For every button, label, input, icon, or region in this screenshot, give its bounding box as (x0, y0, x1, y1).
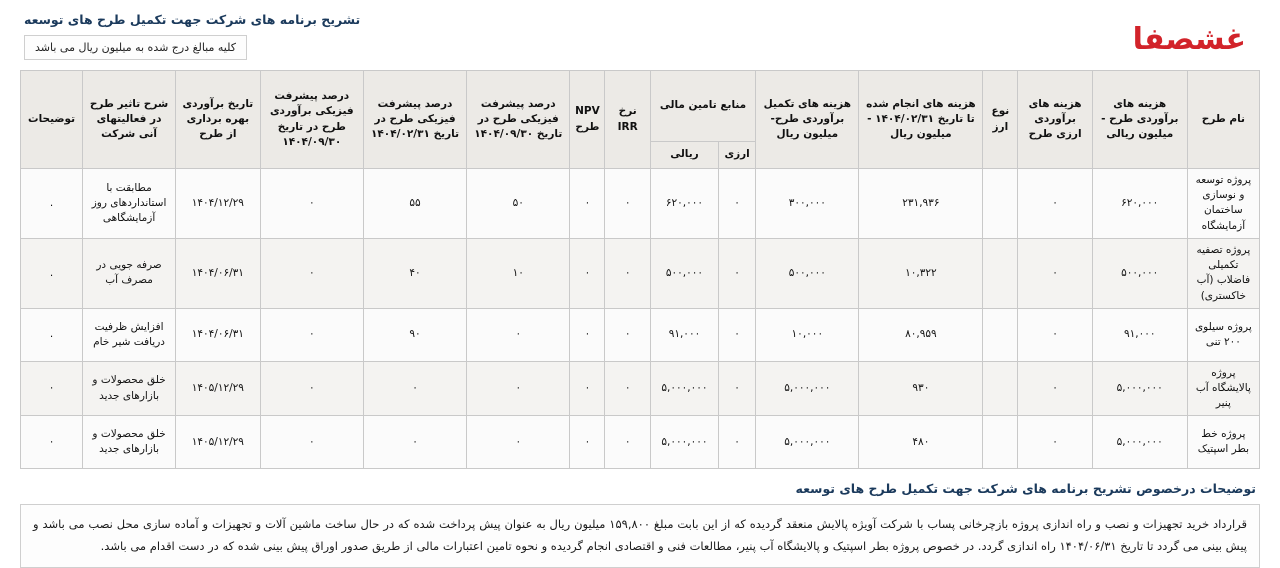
cell-fx-type (983, 416, 1018, 469)
col-fx-type: نوع ارز (983, 71, 1018, 169)
cell-cost-fx: ۰ (1018, 361, 1092, 416)
cell-name: پروژه توسعه و نوسازی ساختمان آزمایشگاه (1187, 169, 1259, 239)
cell-cost-fx: ۰ (1018, 416, 1092, 469)
col-financing: منابع تامین مالی (650, 71, 755, 142)
cell-cost-fx: ۰ (1018, 169, 1092, 239)
cell-irr: ۰ (605, 169, 650, 239)
company-logo-text: غشصفا (1132, 22, 1246, 57)
cell-cost-rial: ۶۲۰,۰۰۰ (1092, 169, 1187, 239)
cell-name: پروژه سیلوی ۲۰۰ تنی (1187, 308, 1259, 361)
cell-fin-fx: ۰ (719, 238, 756, 308)
cell-fin-fx: ۰ (719, 416, 756, 469)
cell-notes: ۰ (21, 416, 83, 469)
explanations-title: توضیحات درخصوص تشریح برنامه های شرکت جهت تکمیل طرح های توسعه (795, 481, 1256, 497)
col-cost-fx: هزینه های برآوردی ارزی طرح (1018, 71, 1092, 169)
cell-cost-rial: ۵,۰۰۰,۰۰۰ (1092, 416, 1187, 469)
cell-cost-rial: ۹۱,۰۰۰ (1092, 308, 1187, 361)
cell-progress-est: ۰ (260, 361, 363, 416)
cell-progress-1404-09-30: ۰ (467, 416, 570, 469)
cell-notes: . (21, 308, 83, 361)
cell-progress-1404-02-31: ۵۵ (363, 169, 466, 239)
cell-operation-date: ۱۴۰۵/۱۲/۲۹ (176, 361, 261, 416)
cell-impact: خلق محصولات و بازارهای جدید (83, 416, 176, 469)
cell-cost-rial: ۵,۰۰۰,۰۰۰ (1092, 361, 1187, 416)
table-row (21, 361, 1260, 416)
cell-cost-to-complete: ۵۰۰,۰۰۰ (756, 238, 859, 308)
cell-operation-date: ۱۴۰۴/۱۲/۲۹ (176, 169, 261, 239)
cell-operation-date: ۱۴۰۴/۰۶/۳۱ (176, 308, 261, 361)
development-plans-table (20, 70, 1260, 469)
cell-npv: ۰ (570, 308, 605, 361)
cell-progress-1404-09-30: ۱۰ (467, 238, 570, 308)
col-progress-1404-09-30: درصد پیشرفت فیزیکی طرح در تاریخ ۱۴۰۴/۰۹/۳۰ (467, 71, 570, 169)
cell-fin-rial: ۵,۰۰۰,۰۰۰ (650, 416, 718, 469)
col-irr: نرخ IRR (605, 71, 650, 169)
cell-spent-to-date: ۹۳۰ (859, 361, 983, 416)
cell-progress-est: ۰ (260, 416, 363, 469)
units-note-row (20, 27, 1260, 60)
cell-npv: ۰ (570, 361, 605, 416)
cell-name: پروژه پالایشگاه آب پنیر (1187, 361, 1259, 416)
cell-cost-to-complete: ۵,۰۰۰,۰۰۰ (756, 361, 859, 416)
cell-notes: . (21, 169, 83, 239)
cell-spent-to-date: ۱۰,۳۲۲ (859, 238, 983, 308)
cell-operation-date: ۱۴۰۴/۰۶/۳۱ (176, 238, 261, 308)
cell-impact: افزایش ظرفیت دریافت شیر خام (83, 308, 176, 361)
cell-progress-1404-02-31: ۰ (363, 416, 466, 469)
col-operation-date: تاریخ برآوردی بهره برداری از طرح (176, 71, 261, 169)
cell-progress-est: ۰ (260, 308, 363, 361)
cell-fx-type (983, 308, 1018, 361)
col-financing-rial: ریالی (650, 142, 718, 169)
cell-fin-rial: ۶۲۰,۰۰۰ (650, 169, 718, 239)
cell-fin-fx: ۰ (719, 308, 756, 361)
col-notes: توضیحات (21, 71, 83, 169)
cell-spent-to-date: ۲۳۱,۹۳۶ (859, 169, 983, 239)
cell-fin-rial: ۹۱,۰۰۰ (650, 308, 718, 361)
col-spent-to-date: هزینه های انجام شده تا تاریخ ۱۴۰۴/۰۲/۳۱ - میلیون ریال (859, 71, 983, 169)
col-progress-1404-02-31: درصد پیشرفت فیزیکی طرح در تاریخ ۱۴۰۴/۰۲/۳۱ (363, 71, 466, 169)
cell-name: پروژه خط بطر اسپتیک (1187, 416, 1259, 469)
col-name: نام طرح (1187, 71, 1259, 169)
cell-impact: خلق محصولات و بازارهای جدید (83, 361, 176, 416)
cell-npv: ۰ (570, 238, 605, 308)
cell-fin-rial: ۵۰۰,۰۰۰ (650, 238, 718, 308)
col-progress-est-1404-09-30: درصد پیشرفت فیزیکی برآوردی طرح در تاریخ ۱۴۰۴/۰۹/۳۰ (260, 71, 363, 169)
cell-progress-est: ۰ (260, 238, 363, 308)
col-cost-rial: هزینه های برآوردی طرح - میلیون ریالی (1092, 71, 1187, 169)
cell-fx-type (983, 361, 1018, 416)
table-row (21, 238, 1260, 308)
cell-notes: . (21, 238, 83, 308)
cell-irr: ۰ (605, 308, 650, 361)
cell-irr: ۰ (605, 238, 650, 308)
table-row (21, 169, 1260, 239)
explanations-body: قرارداد خرید تجهیزات و نصب و راه اندازی پروژه بازچرخانی پساب با شرکت آویژه پالایش منعقد گردیده که از این بابت مبلغ ۱۵۹,۸۰۰ میلیون ریال به عنوان پیش پرداخت شده که در حال ساخت ماشین آلات و تجهیزات و آماده سازی محل نصب می باشد و پیش بینی می گردد تا تاریخ ۱۴۰۴/۰۶/۳۱ راه اندازی گردد. در خصوص پروژه بطر اسپتیک و پالایشگاه آب پنیر، مطالعات فنی و اقتصادی انجام گردیده و نحوه تامین اعتبارات مالی از طریق صدور اوراق پیش بینی شده که در دست اقدام می باشد. (20, 504, 1260, 568)
header-row-1 (21, 71, 1260, 142)
table-body (21, 169, 1260, 469)
cell-irr: ۰ (605, 361, 650, 416)
cell-progress-1404-09-30: ۰ (467, 308, 570, 361)
cell-cost-fx: ۰ (1018, 238, 1092, 308)
col-cost-to-complete: هزینه های تکمیل برآوردی طرح- میلیون ریال (756, 71, 859, 169)
cell-cost-rial: ۵۰۰,۰۰۰ (1092, 238, 1187, 308)
cell-fx-type (983, 169, 1018, 239)
col-npv: NPV طرح (570, 71, 605, 169)
cell-progress-1404-09-30: ۰ (467, 361, 570, 416)
cell-irr: ۰ (605, 416, 650, 469)
cell-spent-to-date: ۸۰,۹۵۹ (859, 308, 983, 361)
cell-progress-1404-02-31: ۰ (363, 361, 466, 416)
cell-progress-est: ۰ (260, 169, 363, 239)
col-financing-fx: ارزی (719, 142, 756, 169)
table-row (21, 308, 1260, 361)
cell-spent-to-date: ۴۸۰ (859, 416, 983, 469)
cell-notes: ۰ (21, 361, 83, 416)
cell-progress-1404-09-30: ۵۰ (467, 169, 570, 239)
units-note: کلیه مبالغ درج شده به میلیون ریال می باشد (24, 35, 247, 60)
cell-name: پروژه تصفیه تکمیلی فاضلاب (آب خاکستری) (1187, 238, 1259, 308)
cell-fin-rial: ۵,۰۰۰,۰۰۰ (650, 361, 718, 416)
cell-cost-to-complete: ۵,۰۰۰,۰۰۰ (756, 416, 859, 469)
col-impact: شرح تاثیر طرح در فعالیتهای آنی شرکت (83, 71, 176, 169)
cell-cost-fx: ۰ (1018, 308, 1092, 361)
cell-npv: ۰ (570, 169, 605, 239)
table-head (21, 71, 1260, 169)
cell-cost-to-complete: ۳۰۰,۰۰۰ (756, 169, 859, 239)
cell-fx-type (983, 238, 1018, 308)
cell-npv: ۰ (570, 416, 605, 469)
cell-progress-1404-02-31: ۹۰ (363, 308, 466, 361)
cell-fin-fx: ۰ (719, 169, 756, 239)
cell-operation-date: ۱۴۰۵/۱۲/۲۹ (176, 416, 261, 469)
table-row (21, 416, 1260, 469)
page-title: تشریح برنامه های شرکت جهت تکمیل طرح های توسعه (24, 12, 361, 27)
cell-cost-to-complete: ۱۰,۰۰۰ (756, 308, 859, 361)
cell-progress-1404-02-31: ۴۰ (363, 238, 466, 308)
cell-impact: صرفه جویی در مصرف آب (83, 238, 176, 308)
cell-impact: مطابقت با استانداردهای روز آزمایشگاهی (83, 169, 176, 239)
cell-fin-fx: ۰ (719, 361, 756, 416)
